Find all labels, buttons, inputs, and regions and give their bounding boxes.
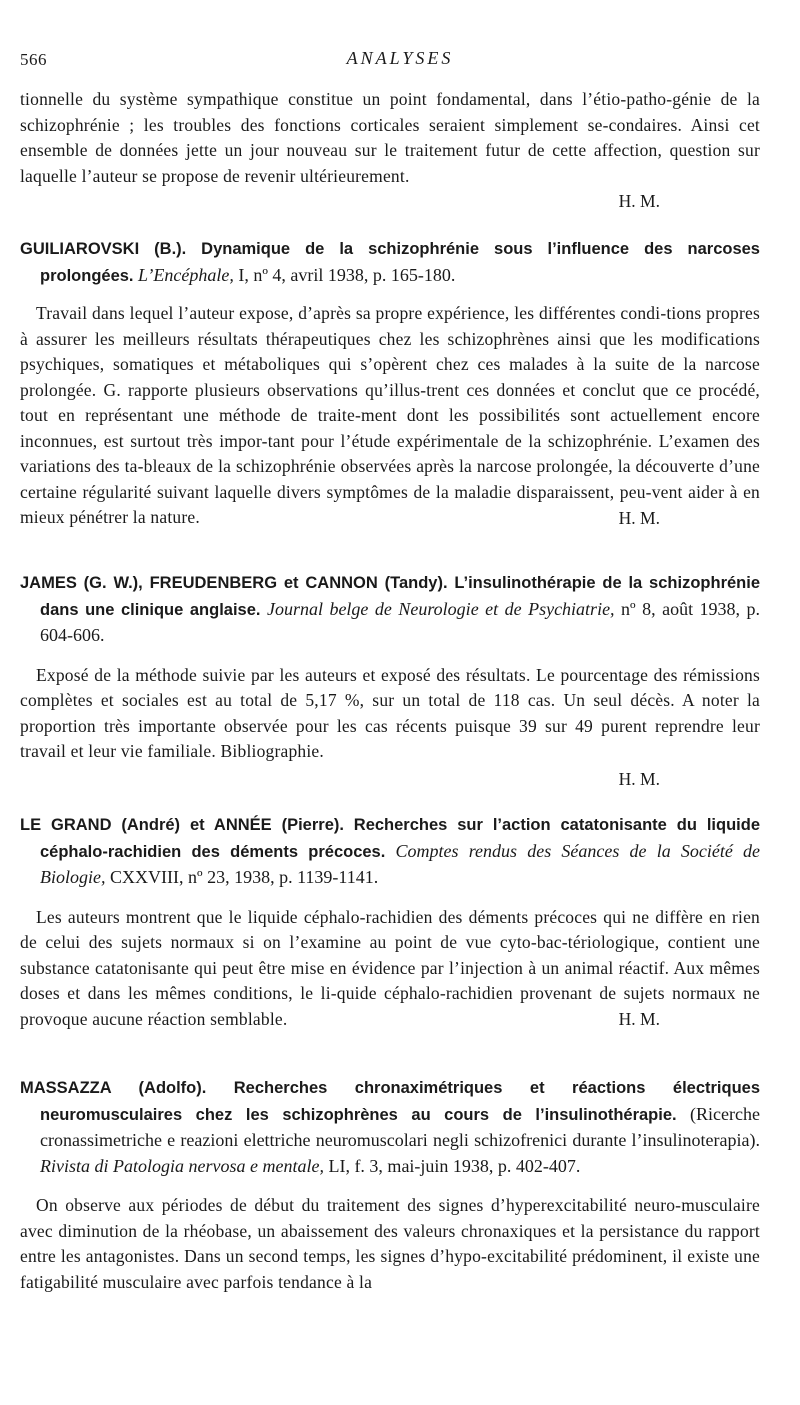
entry-journal: Rivista di Patologia nervosa e mentale, [40, 1155, 324, 1176]
entry-authors: LE GRAND (André) et ANNÉE (Pierre). [20, 816, 344, 834]
review-entry [20, 236, 760, 531]
entry-text: On observe aux périodes de début du traitement des signes d’hyperexcitabilité neuro-musculaire avec diminution de la rhéobase, un abaissement des valeurs chronaxiques et la persistance du rapport entre les antagonistes. Dans un second temps, les signes d’hypo-excitabilité prédominent, il existe une fatigabilité musculaire avec parfois tendance à la [20, 1195, 760, 1292]
signature: H. M. [618, 507, 660, 528]
entry-journal: Comptes rendus des Séances de la Société de Biologie, [40, 840, 761, 887]
review-entry [20, 1075, 760, 1295]
entry-title: Recherches sur l’action catatonisante du liquide céphalo-rachidien des déments précoces. [40, 816, 760, 861]
signature: H. M. [618, 191, 660, 211]
continuation-text: tionnelle du système sympathique constitue un point fondamental, dans l’étio-patho-génie de la schizophrénie ; les troubles des fonctions corticales seraient simplement se-condaires. Ainsi cet ensemble de données jette un jour nouveau sur le traitement futur de cette affection, question sur laquelle l’auteur se propose de revenir ultérieurement. [20, 89, 760, 186]
entry-text: Les auteurs montrent que le liquide céphalo-rachidien des déments précoces qui ne diffère en rien de celui des sujets normaux si on l’examine au point de vue cyto-bac-tériologique, contient une substance catatonisante qui peut être mise en évidence par l’injection à un animal réactif. Aux mêmes doses et dans les mêmes conditions, le li-quide céphalo-rachidien provenant de sujets normaux ne provoque aucune réaction semblable. [20, 906, 760, 1029]
entry-biblio: nº 8, août 1938, p. 604-606. [40, 598, 761, 645]
entry-authors: MASSAZZA (Adolfo). [20, 1079, 207, 1097]
entry-text: Travail dans lequel l’auteur expose, d’après sa propre expérience, les différentes condi-tions propres à assurer les meilleurs résultats thérapeutiques chez les schizophrènes ainsi que les modifications psychiques, somatiques et métaboliques qui s’opèrent chez ces malades à la suite de la narcose prolongée. G. rapporte plusieurs observations qu’illus-trent ces données et conclut que ce procédé, tout en représentant une méthode de traite-ment dont les possibilités sont actuellement encore inconnues, est surtout très impor-tant pour l’étude expérimentale de la schizophrénie. L’examen des variations des ta-bleaux de la schizophrénie observées après la narcose prolongée, la découverte d’une certaine régularité suivant laquelle divers symptômes de la maladie disparaissent, peu-vent aider à en mieux pénétrer la nature. [20, 303, 760, 527]
entry-text: Exposé de la méthode suivie par les auteurs et exposé des résultats. Le pourcentage des rémissions complètes et sociales est au total de 5,17 %, sur un total de 118 cas. Un seul décès. A noter la proportion très importante observée pour les cas récents puisque 39 sur 49 purent reprendre leur travail et leur vie familiale. Bibliographie. [20, 664, 760, 761]
review-entry [20, 812, 760, 1032]
entry-biblio: I, nº 4, avril 1938, p. 165-180. [238, 264, 456, 285]
signature: H. M. [618, 768, 660, 789]
entry-biblio: CXXVIII, nº 23, 1938, p. 1139-1141. [110, 867, 379, 887]
entry-title: Recherches chronaximétriques et réactions électriques neuromusculaires chez les schizophrènes au cours de l’insulinothérapie. [40, 1079, 761, 1124]
entry-title: Dynamique de la schizophrénie sous l’influence des narcoses prolongées. [40, 240, 760, 285]
entry-heading [20, 570, 760, 649]
running-head: ANALYSES [346, 48, 454, 68]
entry-authors: GUILIAROVSKI (B.). [20, 240, 187, 258]
entry-heading [20, 812, 760, 891]
continuation-block [20, 87, 760, 213]
review-entry [20, 570, 760, 792]
entry-journal: Journal belge de Neurologie et de Psychiatrie, [266, 598, 615, 619]
entry-journal: L’Encéphale, [138, 264, 234, 285]
signature: H. M. [618, 1009, 660, 1029]
entry-heading [20, 1075, 760, 1179]
entry-subtitle: (Ricerche cronassimetriche e reazioni elettriche neuromuscolari negli schizofrenici durante l’insulinoterapia). [40, 1103, 760, 1150]
entry-biblio: LI, f. 3, mai-juin 1938, p. 402-407. [328, 1155, 581, 1176]
entry-authors: JAMES (G. W.), FREUDENBERG et CANNON (Tandy). [20, 574, 448, 592]
page-number: 566 [20, 50, 47, 69]
entry-title: L’insulinothérapie de la schizophrénie dans une clinique anglaise. [40, 574, 761, 619]
entry-heading [20, 236, 760, 289]
